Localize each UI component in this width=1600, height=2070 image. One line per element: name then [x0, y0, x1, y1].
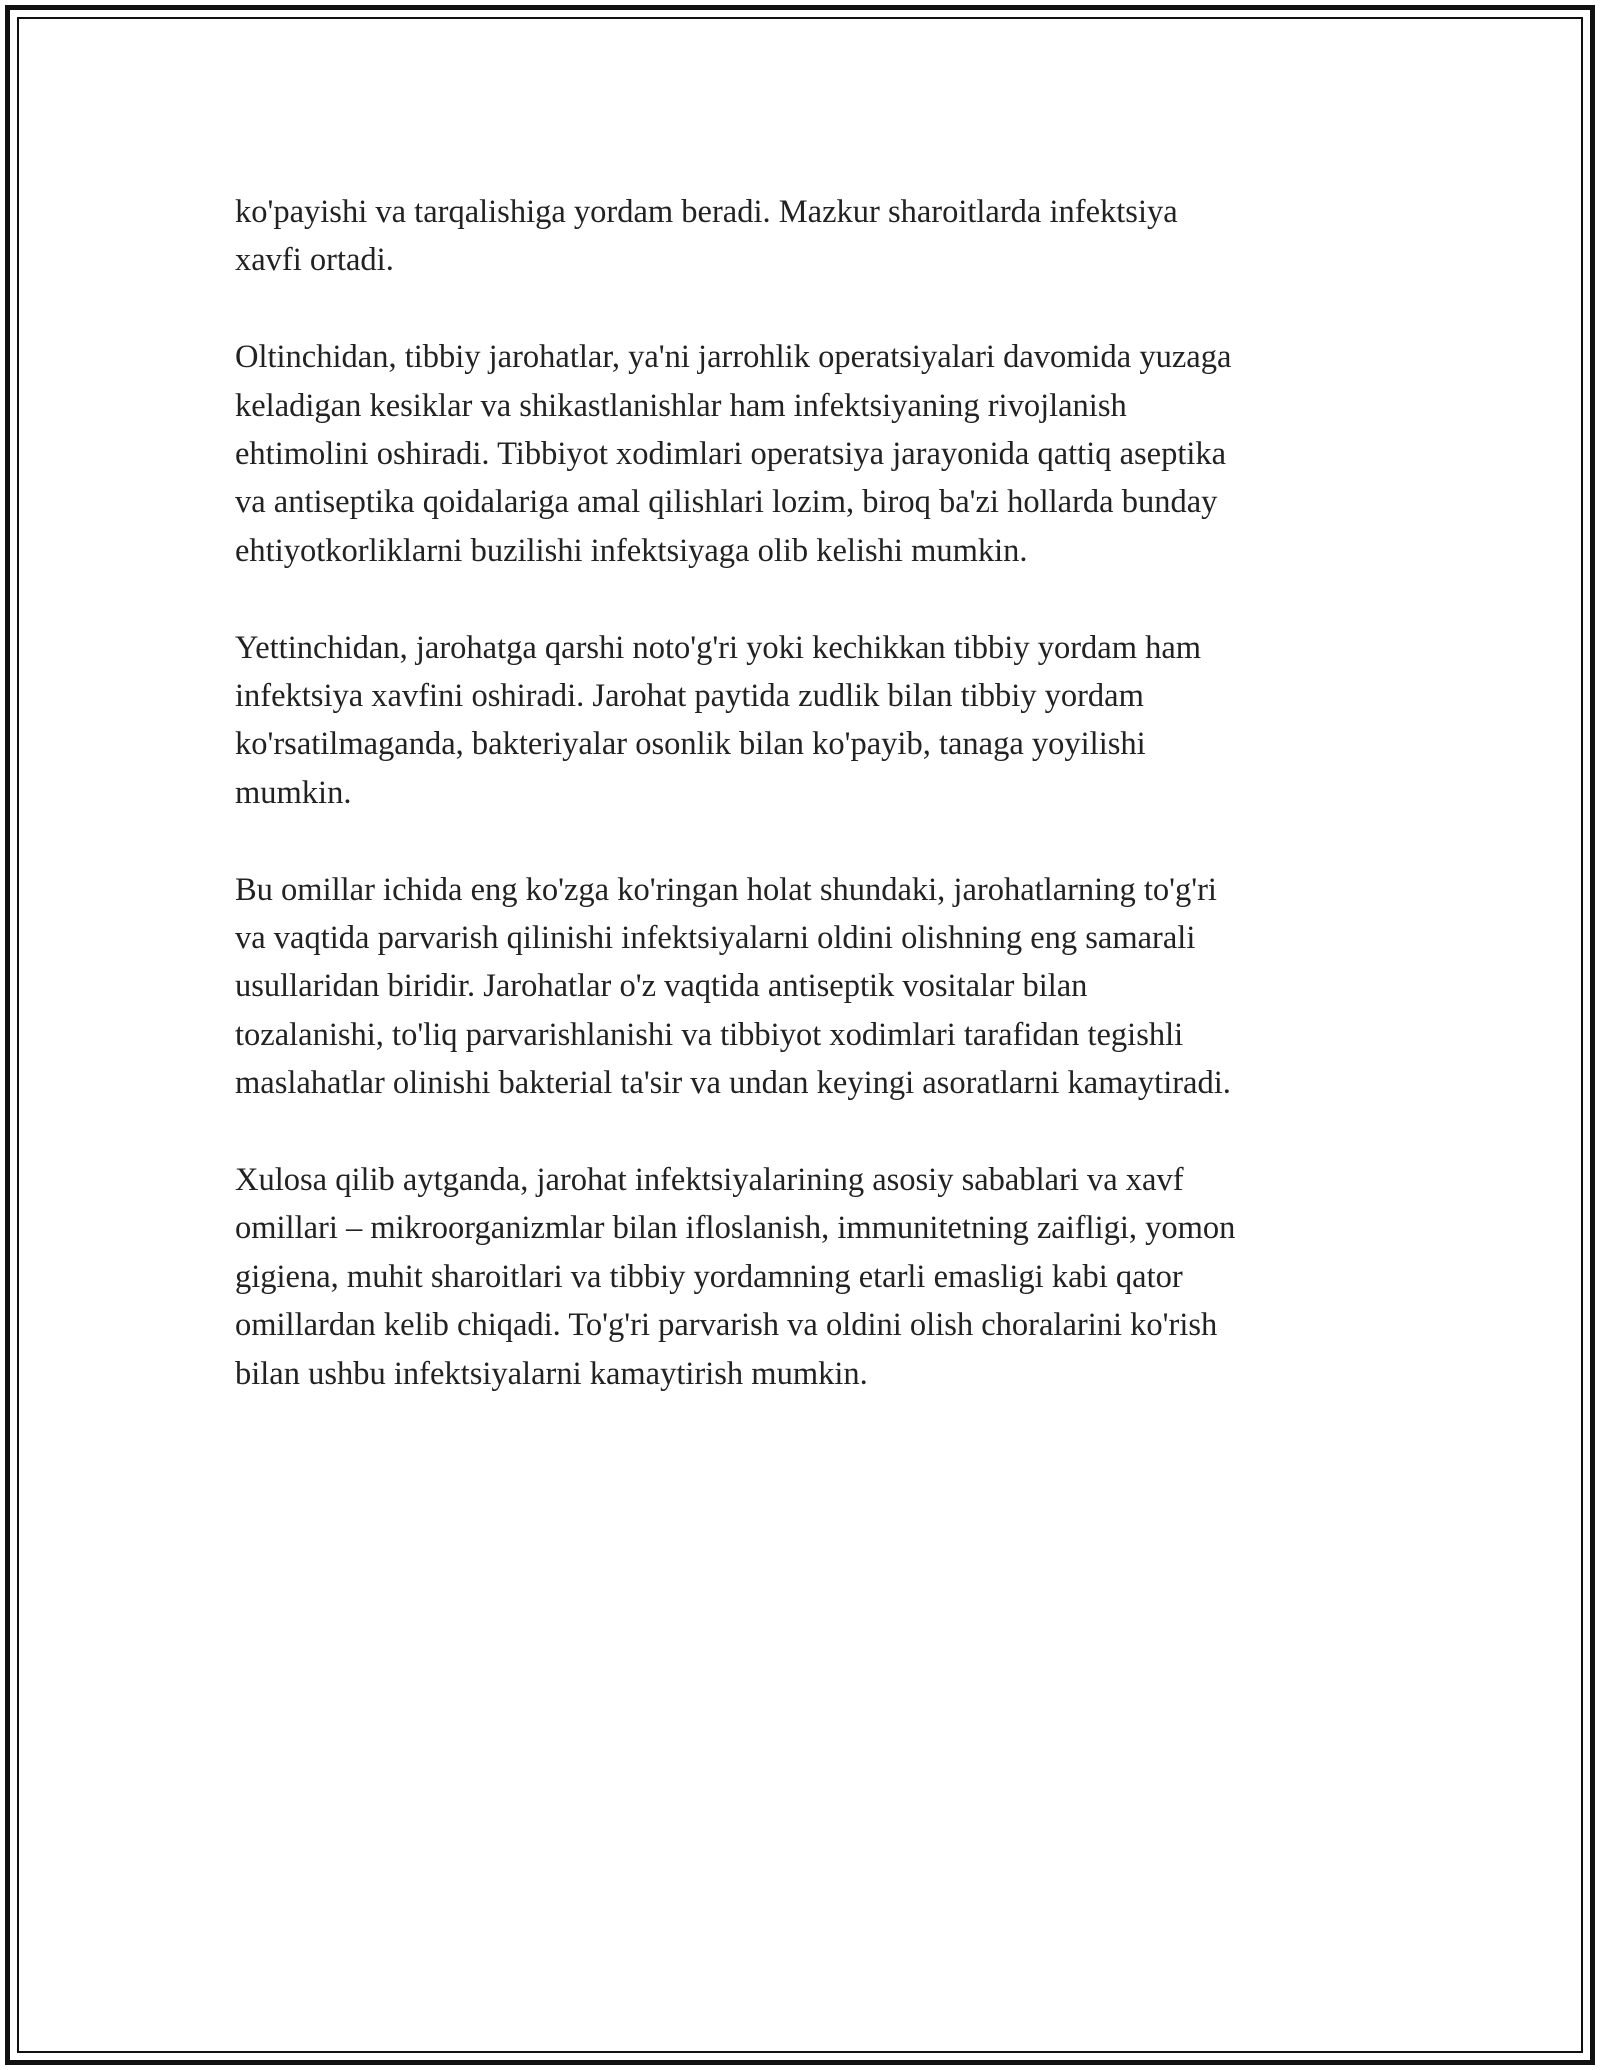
- paragraph-seventh-factor: Yettinchidan, jarohatga qarshi noto'g'ri yoki kechikkan tibbiy yordam ham infektsiya xavfini oshiradi. Jarohat paytida zudlik bilan tibbiy yordam ko'rsatilmaganda, bakteriyalar osonlik bilan ko'payib, tanaga yoyilishi mumkin.: [235, 629, 1202, 811]
- paragraph-continuation: ko'payishi va tarqalishiga yordam beradi. Mazkur sharoitlarda infektsiya xavfi ortadi.: [235, 194, 1178, 279]
- paragraph-prevention: Bu omillar ichida eng ko'zga ko'ringan holat shundaki, jarohatlarning to'g'ri va vaqtida parvarish qilinishi infektsiyalarni oldini olishning eng samarali usullaridan biridir. Jarohatlar o'z vaqtida antiseptik vositalar bilan tozalanishi, to'liq parvarishlanishi va tibbiyot xodimlari tarafidan tegishli maslahatlar olinishi bakterial ta'sir va undan keyingi asoratlarni kamaytiradi.: [235, 871, 1231, 1102]
- document-body: [235, 188, 1375, 1446]
- paragraph-sixth-factor: Oltinchidan, tibbiy jarohatlar, ya'ni jarrohlik operatsiyalari davomida yuzaga keladigan kesiklar va shikastlanishlar ham infektsiyaning rivojlanish ehtimolini oshiradi. Tibbiyot xodimlari operatsiya jarayonida qattiq aseptika va antiseptika qoidalariga amal qilishlari lozim, biroq ba'zi hollarda bunday ehtiyotkorliklarni buzilishi infektsiyaga olib kelishi mumkin.: [235, 339, 1232, 569]
- paragraph-conclusion: Xulosa qilib aytganda, jarohat infektsiyalarining asosiy sabablari va xavf omillari – mikroorganizmlar bilan ifloslanish, immunitetning zaifligi, yomon gigiena, muhit sharoitlari va tibbiy yordamning etarli emasligi kabi qator omillardan kelib chiqadi. To'g'ri parvarish va oldini olish choralarini ko'rish bilan ushbu infektsiyalarni kamaytirish mumkin.: [235, 1162, 1236, 1392]
